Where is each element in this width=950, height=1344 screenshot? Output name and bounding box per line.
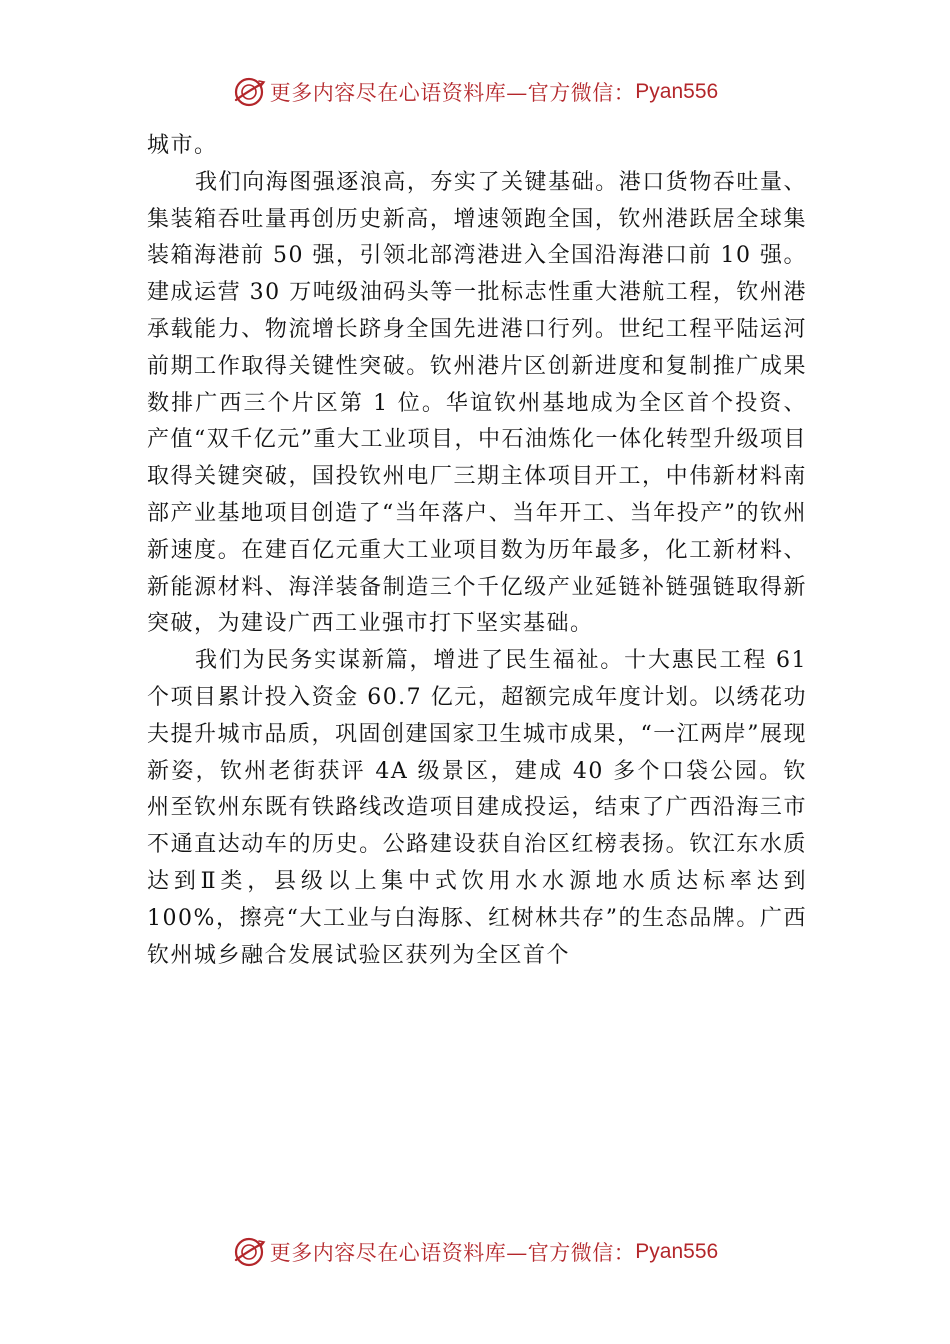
banner-wechat-id: Pyan556 [635, 1240, 719, 1263]
banner-text: 更多内容尽在心语资料库—官方微信： [269, 1241, 636, 1265]
document-body [147, 128, 807, 974]
header-watermark-banner [0, 72, 950, 112]
brand-logo-icon [232, 1235, 266, 1269]
banner-wechat-id: Pyan556 [635, 80, 719, 103]
paragraph-continuation: 城市。 [147, 133, 218, 158]
footer-watermark-banner [0, 1232, 950, 1272]
banner-text: 更多内容尽在心语资料库—官方微信： [269, 81, 636, 105]
brand-logo-icon [232, 75, 266, 109]
paragraph-livelihood: 我们为民务实谋新篇，增进了民生福祉。十大惠民工程 61 个项目累计投入资金 60.7 亿元，超额完成年度计划。以绣花功夫提升城市品质，巩固创建国家卫生城市成果，“一江两岸”展现新姿，钦州老街获评 4A 级景区，建成 40 多个口袋公园。钦州至钦州东既有铁路线改造项目建成投运，结束了广西沿海三市不通直达动车的历史。公路建设获自治区红榜表扬。钦江东水质达到Ⅱ类，县级以上集中式饮用水水源地水质达标率达到 100%，擦亮“大工业与白海豚、红树林共存”的生态品牌。广西钦州城乡融合发展试验区获列为全区首个 [147, 648, 807, 968]
paragraph-port-development: 我们向海图强逐浪高，夯实了关键基础。港口货物吞吐量、集装箱吞吐量再创历史新高，增速领跑全国，钦州港跃居全球集装箱海港前 50 强，引领北部湾港进入全国沿海港口前 10 强。建成运营 30 万吨级油码头等一批标志性重大港航工程，钦州港承载能力、物流增长跻身全国先进港口行列。世纪工程平陆运河前期工作取得关键性突破。钦州港片区创新进度和复制推广成果数排广西三个片区第 1 位。华谊钦州基地成为全区首个投资、产值“双千亿元”重大工业项目，中石油炼化一体化转型升级项目取得关键突破，国投钦州电厂三期主体项目开工，中伟新材料南部产业基地项目创造了“当年落户、当年开工、当年投产”的钦州新速度。在建百亿元重大工业项目数为历年最多，化工新材料、新能源材料、海洋装备制造三个千亿级产业延链补链强链取得新突破，为建设广西工业强市打下坚实基础。 [147, 169, 807, 637]
